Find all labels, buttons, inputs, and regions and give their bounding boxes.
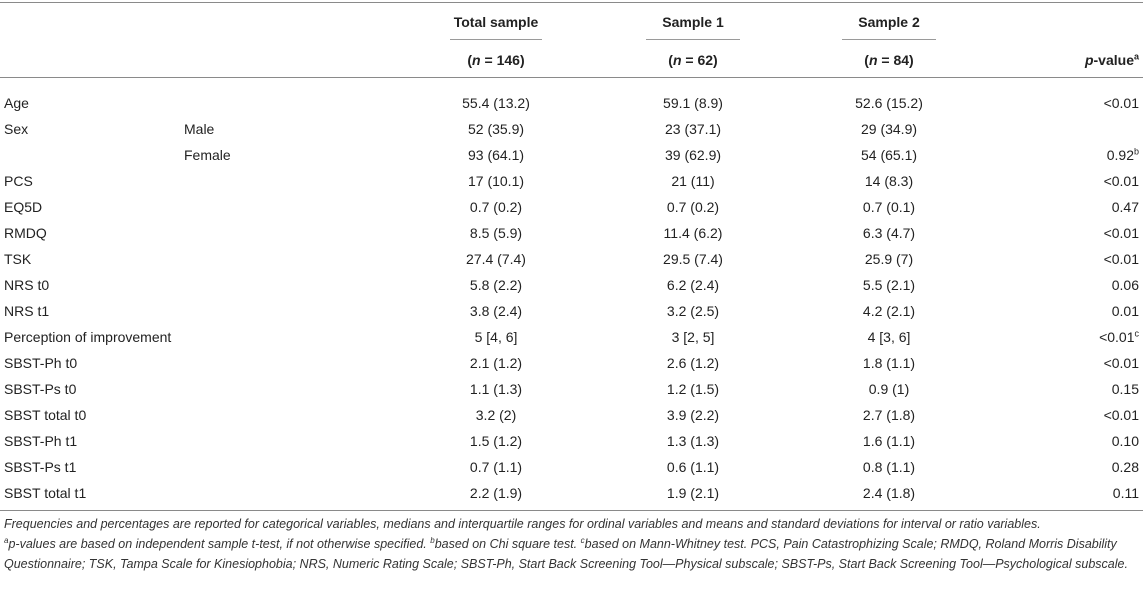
p-value-text: 0.10 bbox=[1111, 433, 1139, 449]
table-row bbox=[0, 90, 1143, 116]
header-sample-1: Sample 1 bbox=[662, 14, 724, 30]
cell-total: 5.8 (2.2) bbox=[469, 277, 523, 293]
cell-total: 3.2 (2) bbox=[475, 407, 517, 423]
table-row bbox=[0, 376, 1143, 402]
row-sublabel: Male bbox=[184, 121, 215, 137]
table-row bbox=[0, 428, 1143, 454]
row-label: Sex bbox=[4, 121, 29, 137]
row-label: Perception of improvement bbox=[4, 329, 172, 345]
cell-total: 2.2 (1.9) bbox=[469, 485, 523, 501]
cell-s2: 25.9 (7) bbox=[864, 251, 914, 267]
footnote-b: based on Chi square test. bbox=[434, 537, 581, 551]
table-bottom-rule bbox=[0, 510, 1143, 511]
cell-s1: 1.3 (1.3) bbox=[666, 433, 720, 449]
row-label: EQ5D bbox=[4, 199, 43, 215]
header-underline-total bbox=[450, 39, 542, 40]
cell-s2: 2.4 (1.8) bbox=[862, 485, 916, 501]
cell-p-value bbox=[1099, 324, 1139, 350]
table-row bbox=[0, 298, 1143, 324]
table-row bbox=[0, 142, 1143, 168]
table-row bbox=[0, 402, 1143, 428]
cell-s2: 1.8 (1.1) bbox=[862, 355, 916, 371]
cell-p-value bbox=[1112, 454, 1139, 480]
table-row bbox=[0, 246, 1143, 272]
header-p-value: p-value$^a$ bbox=[1084, 51, 1139, 68]
cell-s1: 0.7 (0.2) bbox=[666, 199, 720, 215]
p-value-text: 0.47 bbox=[1111, 199, 1139, 215]
cell-p-value bbox=[1112, 428, 1139, 454]
cell-p-value bbox=[1104, 220, 1139, 246]
cell-total: 93 (64.1) bbox=[467, 147, 525, 163]
cell-s2: 5.5 (2.1) bbox=[862, 277, 916, 293]
cell-s2: 54 (65.1) bbox=[860, 147, 918, 163]
p-value-text: 0.11 bbox=[1112, 485, 1139, 501]
row-label: TSK bbox=[4, 251, 32, 267]
cell-s1: 0.6 (1.1) bbox=[666, 459, 720, 475]
cell-s2: 1.6 (1.1) bbox=[862, 433, 916, 449]
cell-s2: 14 (8.3) bbox=[864, 173, 914, 189]
cell-p-value bbox=[1112, 272, 1139, 298]
cell-total: 27.4 (7.4) bbox=[466, 251, 526, 267]
cell-p-value bbox=[1104, 168, 1139, 194]
cell-s2: 0.9 (1) bbox=[868, 381, 910, 397]
p-value-footnote-marker: c bbox=[1134, 328, 1139, 339]
p-value-text: <0.01 bbox=[1099, 329, 1135, 345]
cell-total: 0.7 (0.2) bbox=[469, 199, 523, 215]
cell-s1: 3.2 (2.5) bbox=[666, 303, 720, 319]
cell-total: 0.7 (1.1) bbox=[469, 459, 523, 475]
cell-s2: 4 [3, 6] bbox=[867, 329, 911, 345]
header-underline-s1 bbox=[646, 39, 740, 40]
p-value-text: <0.01 bbox=[1103, 251, 1139, 267]
cell-s1: 1.2 (1.5) bbox=[666, 381, 720, 397]
p-value-text: <0.01 bbox=[1103, 355, 1139, 371]
cell-s2: 29 (34.9) bbox=[860, 121, 918, 137]
row-label: RMDQ bbox=[4, 225, 47, 241]
cell-p-value bbox=[1113, 480, 1139, 506]
p-value-text: <0.01 bbox=[1103, 225, 1139, 241]
header-bottom-rule bbox=[0, 77, 1143, 78]
cell-total: 55.4 (13.2) bbox=[462, 95, 530, 111]
cell-s1: 11.4 (6.2) bbox=[663, 225, 723, 241]
cell-s1: 21 (11) bbox=[671, 173, 715, 189]
footnote-c: based on Mann-Whitney test. PCS, Pain Catastrophizing Scale; RMDQ, Roland Morris Disability Questionnaire; TSK, Tampa Scale for Kinesiophobia; NRS, Numeric Rating Scale; SBST-Ph, Start Back Screening Tool—Physical subscale; SBST-Ps, Start Back Screening Tool—Psychological subscale. bbox=[4, 537, 1128, 571]
cell-s1: 59.1 (8.9) bbox=[663, 95, 723, 111]
p-value-text: 0.01 bbox=[1111, 303, 1139, 319]
cell-s2: 52.6 (15.2) bbox=[855, 95, 923, 111]
footnote-general: Frequencies and percentages are reported for categorical variables, medians and interquartile ranges for ordinal variables and means and standard deviations for interval or ratio variables. bbox=[4, 517, 1041, 531]
cell-s1: 1.9 (2.1) bbox=[666, 485, 720, 501]
cell-s2: 0.8 (1.1) bbox=[862, 459, 916, 475]
table-row bbox=[0, 324, 1143, 350]
table-row bbox=[0, 168, 1143, 194]
cell-s2: 6.3 (4.7) bbox=[862, 225, 916, 241]
cell-s1: 39 (62.9) bbox=[664, 147, 722, 163]
cell-p-value bbox=[1107, 142, 1139, 168]
p-value-text: 0.15 bbox=[1111, 381, 1139, 397]
p-value-text: <0.01 bbox=[1103, 95, 1139, 111]
cell-s2: 0.7 (0.1) bbox=[862, 199, 916, 215]
cell-total: 8.5 (5.9) bbox=[469, 225, 523, 241]
header-n-s2: (n = 84) bbox=[864, 52, 914, 68]
row-label: Age bbox=[4, 95, 29, 111]
cell-s2: 4.2 (2.1) bbox=[862, 303, 916, 319]
cell-s1: 23 (37.1) bbox=[664, 121, 722, 137]
cell-s1: 29.5 (7.4) bbox=[663, 251, 723, 267]
p-value-text: 0.28 bbox=[1111, 459, 1139, 475]
table-row bbox=[0, 116, 1143, 142]
header-sample-2: Sample 2 bbox=[858, 14, 920, 30]
row-label: PCS bbox=[4, 173, 33, 189]
cell-p-value bbox=[1112, 376, 1139, 402]
p-value-footnote-marker: b bbox=[1133, 146, 1139, 157]
cell-total: 52 (35.9) bbox=[467, 121, 525, 137]
header-underline-s2 bbox=[842, 39, 936, 40]
cell-s1: 3 [2, 5] bbox=[671, 329, 715, 345]
cell-p-value bbox=[1104, 246, 1139, 272]
cell-total: 1.1 (1.3) bbox=[469, 381, 523, 397]
table-footnote: Frequencies and percentages are reported for categorical variables, medians and interquartile ranges for ordinal variables and means and standard deviations for interval or ratio variables. $^a$p-values are based on independent sample t-test, if not otherwise specified. $^b$based on Chi square test. $^c$based on Mann-Whitney test. PCS, Pain Catastrophizing Scale; RMDQ, Roland Morris Disability Questionnaire; TSK, Tampa Scale for Kinesiophobia; NRS, Numeric Rating Scale; SBST-Ph, Start Back Screening Tool—Physical subscale; SBST-Ps, Start Back Screening Tool—Psychological subscale. bbox=[4, 517, 1128, 571]
cell-total: 2.1 (1.2) bbox=[469, 355, 523, 371]
row-label: SBST total t0 bbox=[4, 407, 87, 423]
row-sublabel: Female bbox=[184, 147, 231, 163]
row-label: SBST-Ph t0 bbox=[4, 355, 78, 371]
cell-s1: 6.2 (2.4) bbox=[666, 277, 720, 293]
footnote-a: p-values are based on independent sample t-test, if not otherwise specified. bbox=[8, 537, 431, 551]
header-n-s1: (n = 62) bbox=[668, 52, 718, 68]
row-label: SBST total t1 bbox=[4, 485, 87, 501]
cell-p-value bbox=[1104, 402, 1139, 428]
row-label: SBST-Ps t1 bbox=[4, 459, 77, 475]
cell-p-value bbox=[1112, 194, 1139, 220]
p-value-text: <0.01 bbox=[1103, 407, 1139, 423]
p-value-text: 0.92 bbox=[1106, 147, 1134, 163]
cell-total: 1.5 (1.2) bbox=[469, 433, 523, 449]
row-label: NRS t0 bbox=[4, 277, 50, 293]
table-row bbox=[0, 194, 1143, 220]
cell-p-value bbox=[1104, 350, 1139, 376]
row-label: SBST-Ph t1 bbox=[4, 433, 78, 449]
cell-p-value bbox=[1112, 298, 1139, 324]
cell-s2: 2.7 (1.8) bbox=[862, 407, 916, 423]
row-label: SBST-Ps t0 bbox=[4, 381, 77, 397]
cell-p-value bbox=[1104, 90, 1139, 116]
cell-total: 17 (10.1) bbox=[467, 173, 525, 189]
cell-s1: 2.6 (1.2) bbox=[666, 355, 720, 371]
p-value-text: <0.01 bbox=[1103, 173, 1139, 189]
table-row bbox=[0, 220, 1143, 246]
table-row bbox=[0, 272, 1143, 298]
table-row bbox=[0, 350, 1143, 376]
table-row bbox=[0, 454, 1143, 480]
row-label: NRS t1 bbox=[4, 303, 50, 319]
table-row bbox=[0, 480, 1143, 506]
p-value-text: 0.06 bbox=[1111, 277, 1139, 293]
header-n-total: (n = 146) bbox=[467, 52, 525, 68]
cell-s1: 3.9 (2.2) bbox=[666, 407, 720, 423]
cell-total: 5 [4, 6] bbox=[474, 329, 518, 345]
table-top-rule bbox=[0, 2, 1143, 3]
header-total-sample: Total sample bbox=[453, 14, 539, 30]
cell-total: 3.8 (2.4) bbox=[469, 303, 523, 319]
